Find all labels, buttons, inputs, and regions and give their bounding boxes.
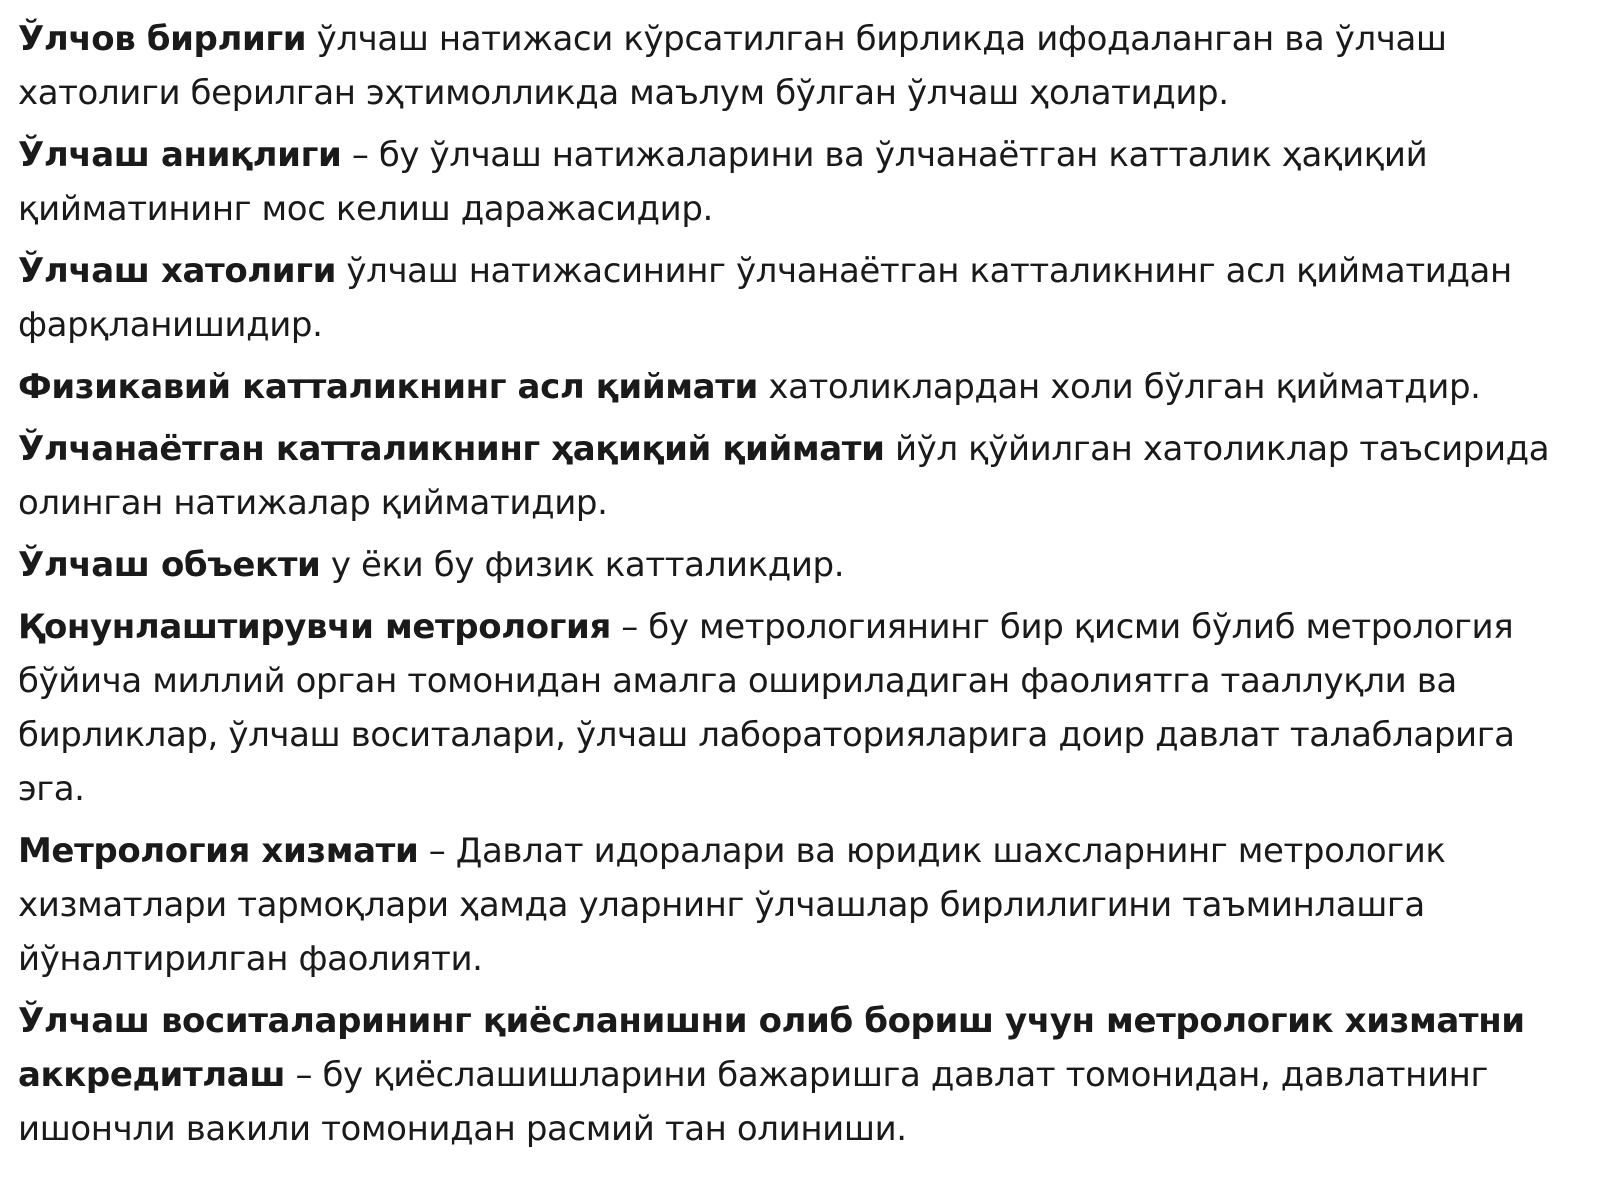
definition-text: ўлчаш натижасининг ўлчанаётган катталикнинг асл қийматидан фарқланишидир. — [18, 251, 1512, 345]
definition-text: – бу метрологиянинг бир қисми бўлиб метрология бўйича миллий орган томонидан амалга ошириладиган фаолиятга тааллуқли ва бирликлар, ўлчаш воситалари, ўлчаш лабораторияларига доир давлат талабларига эга. — [18, 607, 1515, 809]
definition-accreditation — [18, 994, 1560, 1156]
definition-text: – бу қиёслашишларини бажаришга давлат томонидан, давлатнинг ишончли вакили томонидан расмий тан олиниши. — [18, 1055, 1488, 1149]
definition-measurement-error — [18, 244, 1560, 352]
definition-term: Ўлчов бирлиги — [18, 19, 307, 59]
definition-measurement-accuracy — [18, 128, 1560, 236]
definition-term: Ўлчанаётган катталикнинг ҳақиқий қиймати — [18, 429, 885, 469]
definition-true-value — [18, 360, 1560, 414]
definition-text: йўл қўйилган хатоликлар таъсирида олинган натижалар қийматидир. — [18, 429, 1550, 523]
definition-term: Қонунлаштирувчи метрология — [18, 607, 611, 647]
definition-text: у ёки бу физик катталикдир. — [320, 545, 845, 585]
definition-term: Физикавий катталикнинг асл қиймати — [18, 367, 758, 407]
definition-term: Ўлчаш аниқлиги — [18, 135, 342, 175]
definition-term: Метрология хизмати — [18, 831, 419, 871]
definition-term: Ўлчаш хатолиги — [18, 251, 336, 291]
definition-text: хатоликлардан холи бўлган қийматдир. — [757, 367, 1481, 407]
definition-metrology-service — [18, 824, 1560, 986]
definition-text: – Давлат идоралари ва юридик шахсларнинг метрологик хизматлари тармоқлари ҳамда уларнинг ўлчашлар бирлилигини таъминлашга йўналтирилган фаолияти. — [18, 831, 1446, 979]
definition-unit-of-measure — [18, 12, 1560, 120]
definition-text: – бу ўлчаш натижаларини ва ўлчанаётган катталик ҳақиқий қийматининг мос келиш даражасидир. — [18, 135, 1428, 229]
definition-actual-value — [18, 422, 1560, 530]
definition-text: ўлчаш натижаси кўрсатилган бирликда ифодаланган ва ўлчаш хатолиги берилган эҳтимолликда маълум бўлган ўлчаш ҳолатидир. — [18, 19, 1447, 113]
definition-term: Ўлчаш воситаларининг қиёсланишни олиб бориш учун метрологик хизматни аккредитлаш — [18, 1001, 1525, 1095]
definition-legal-metrology — [18, 600, 1560, 816]
definition-term: Ўлчаш объекти — [18, 545, 321, 585]
definition-measurement-object — [18, 538, 1560, 592]
